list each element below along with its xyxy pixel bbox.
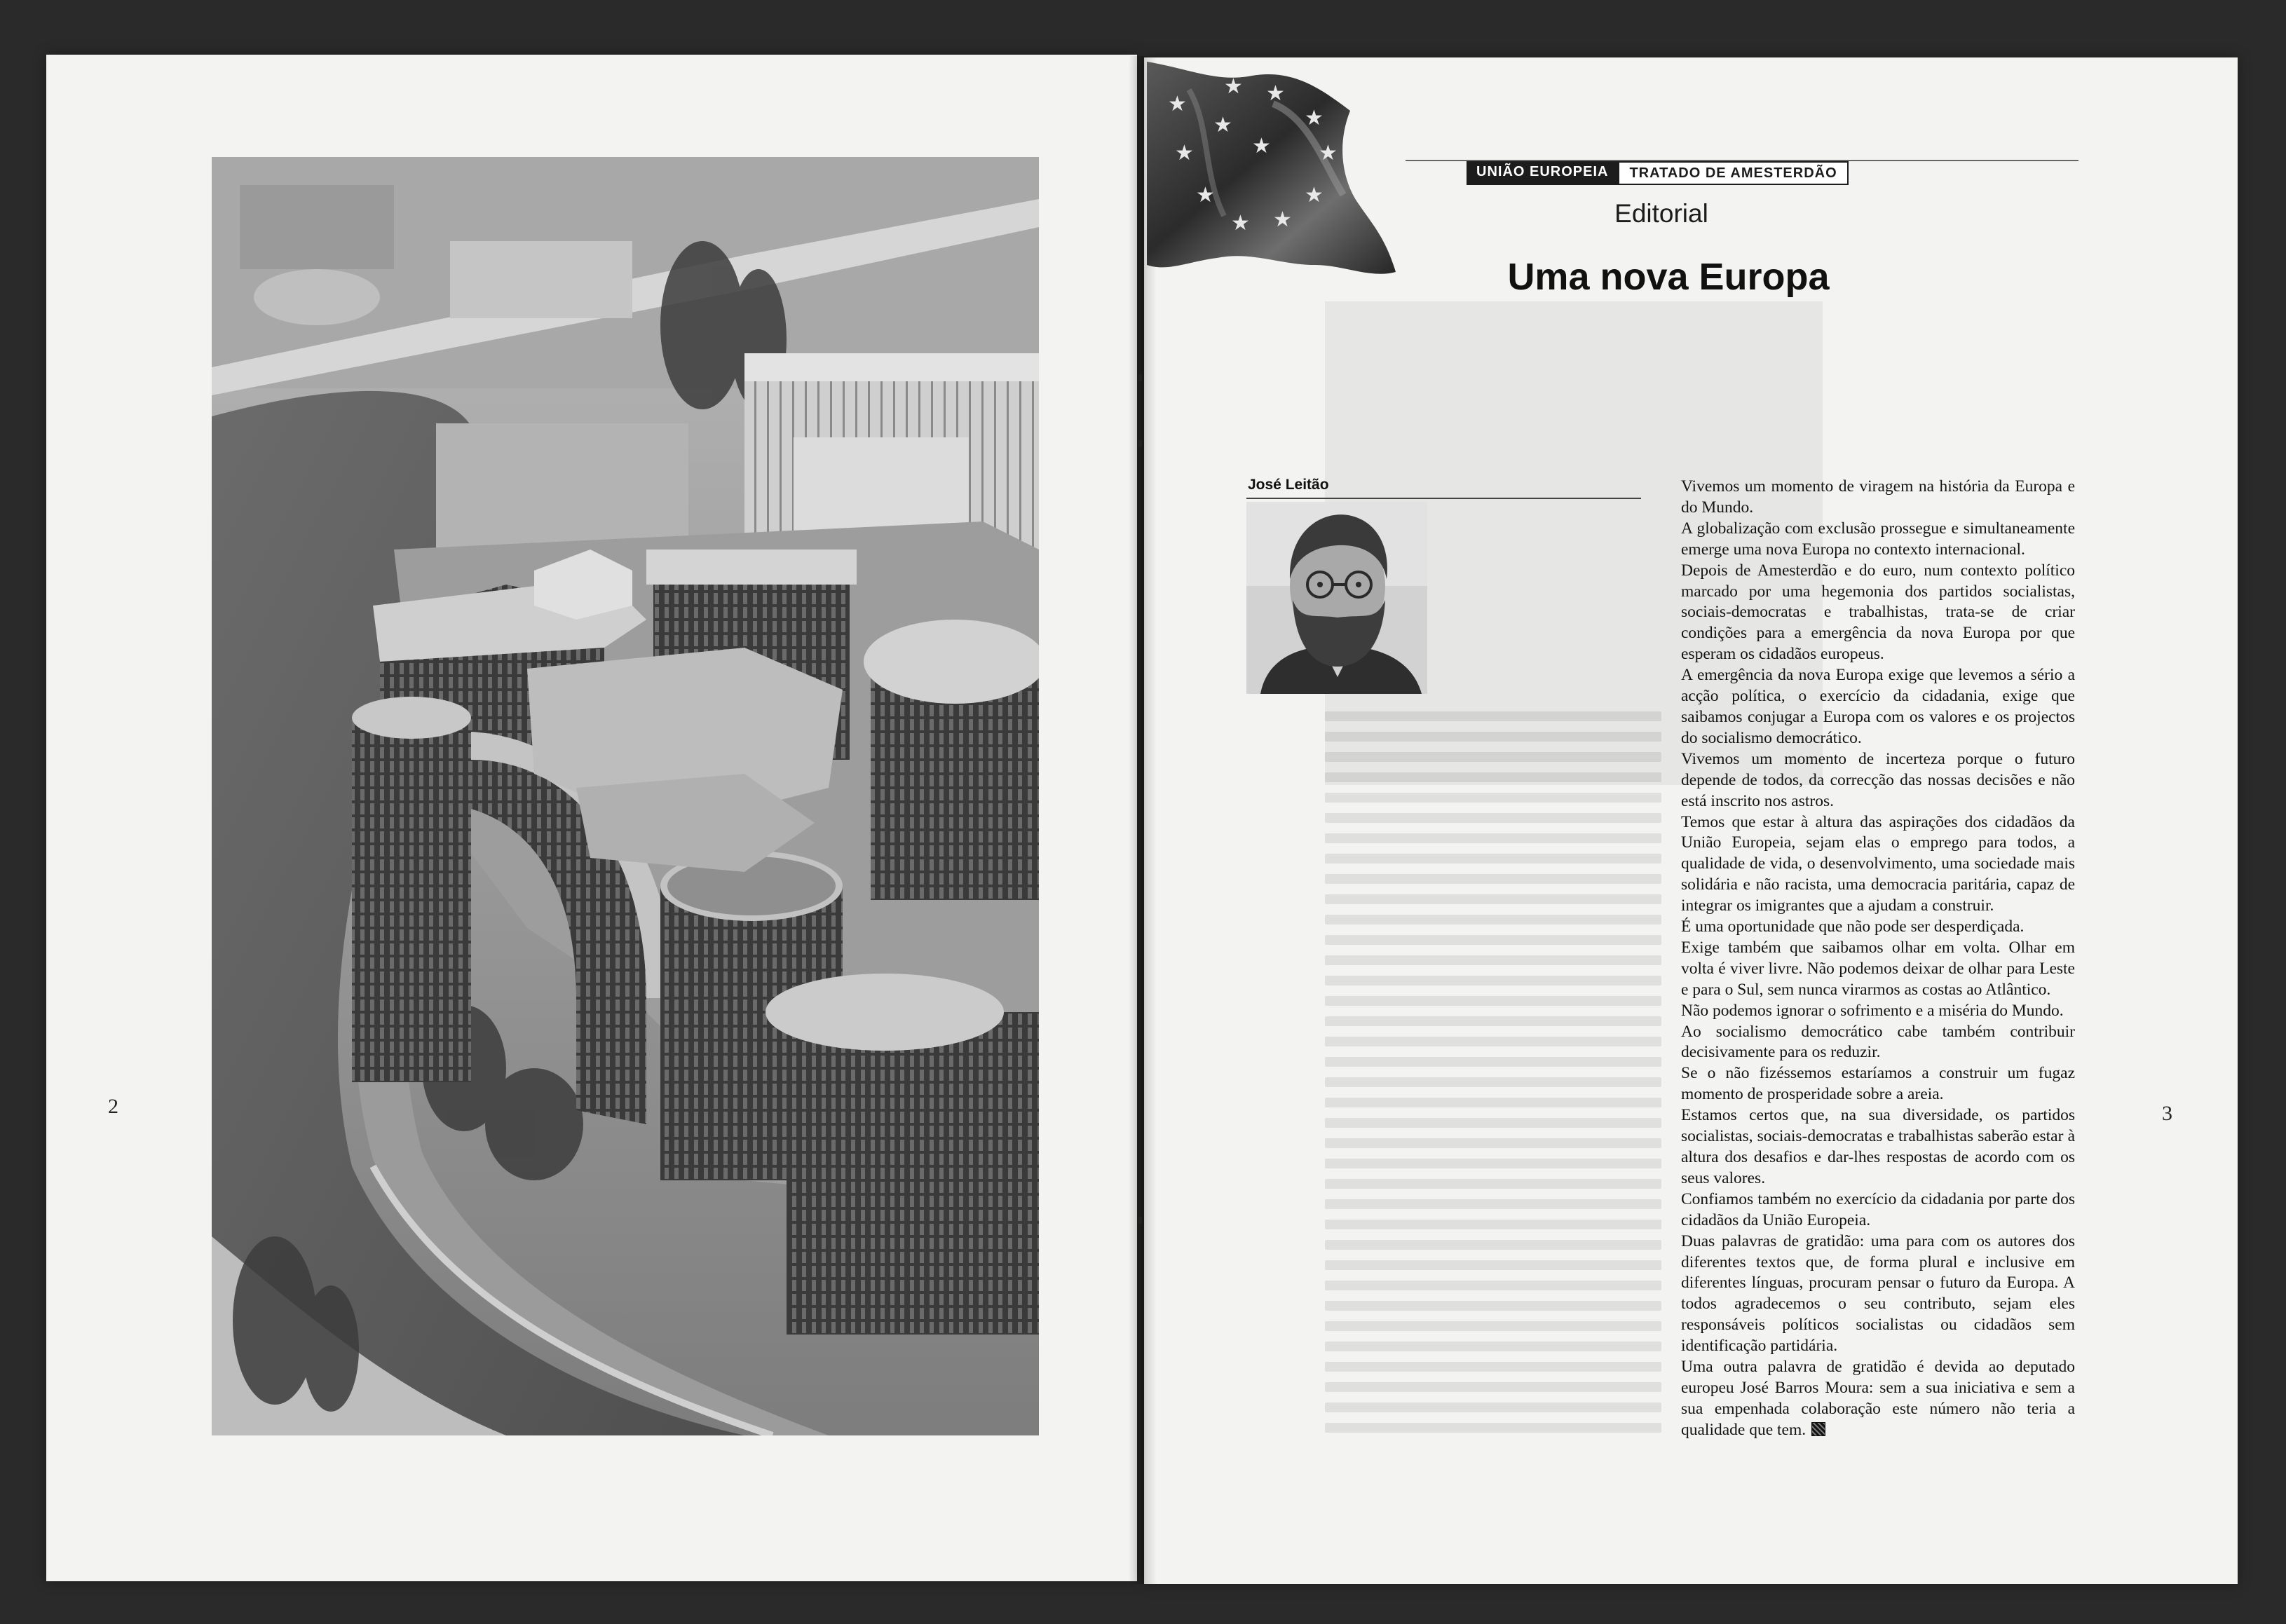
paragraph: É uma oportunidade que não pode ser desperdiçada. [1681, 917, 2025, 936]
paragraph: Depois de Amesterdão e do euro, num contexto político marcado por uma hegemonia dos partidos socialistas, sociais-democratas e trabalhistas, trata-se de criar condições para a emergência da nova Europa por que esperam os cidadãos europeus. [1681, 561, 2075, 664]
editorial-body [1681, 477, 2075, 1441]
author-portrait-icon [1246, 502, 1427, 694]
page-number-right: 3 [2162, 1102, 2172, 1125]
svg-text:★: ★ [1213, 113, 1232, 137]
paragraph: A globalização com exclusão prossegue e simultaneamente emerge uma nova Europa no contexto internacional. [1681, 519, 2075, 559]
svg-text:★: ★ [1196, 183, 1215, 207]
svg-text:★: ★ [1266, 81, 1285, 106]
svg-text:★: ★ [1305, 106, 1324, 130]
tag-tratado-amesterdao: TRATADO DE AMESTERDÃO [1618, 161, 1848, 185]
paragraph: Vivemos um momento de incerteza porque o futuro depende de todos, da correcção das nossas decisões e não está inscrito nos astros. [1681, 749, 2075, 810]
svg-text:★: ★ [1252, 134, 1271, 158]
paragraph: Uma outra palavra de gratidão é devida ao deputado europeu José Barros Moura: sem a sua iniciativa e sem a sua empenhada colaboração este número não teria a qualidade que tem. [1681, 1358, 2075, 1439]
svg-text:★: ★ [1273, 207, 1292, 232]
section-label: Editorial [1614, 199, 1708, 228]
paragraph: Vivemos um momento de viragem na história da Europa e do Mundo. [1681, 477, 2075, 517]
page-number-left: 2 [108, 1095, 118, 1118]
paragraph: Estamos certos que, na sua diversidade, os partidos socialistas, sociais-democratas e trabalhistas saberão estar à altura dos desafios e dar-lhes respostas de acordo com os seus valores. [1681, 1106, 2075, 1187]
paragraph: Não podemos ignorar o sofrimento e a miséria do Mundo. [1681, 1001, 2064, 1020]
staple [1138, 440, 1142, 447]
svg-text:★: ★ [1231, 211, 1250, 236]
author-rule [1246, 498, 1641, 499]
paragraph: Se o não fizéssemos estaríamos a construir um fugaz momento de prosperidade sobre a areia. [1681, 1064, 2075, 1104]
svg-text:★: ★ [1305, 183, 1324, 207]
svg-text:★: ★ [1319, 141, 1338, 165]
last-paragraph [1681, 1357, 2075, 1441]
author-name: José Leitão [1248, 477, 1329, 493]
paragraph: Ao socialismo democrático cabe também contribuir decisivamente para os reduzir. [1681, 1022, 2075, 1062]
article-title: Uma nova Europa [1507, 256, 1830, 298]
aerial-photo-icon [212, 157, 1039, 1435]
end-of-article-icon [1811, 1422, 1825, 1436]
tag-uniao-europeia: UNIÃO EUROPEIA [1467, 161, 1618, 185]
eu-flag-icon [1147, 62, 1399, 300]
staple [1138, 1217, 1142, 1224]
paragraph: Confiamos também no exercício da cidadania por parte dos cidadãos da União Europeia. [1681, 1189, 2075, 1229]
section-tags [1467, 161, 1849, 185]
svg-text:★: ★ [1175, 141, 1194, 165]
paragraph: Temos que estar à altura das aspirações dos cidadãos da União Europeia, sejam elas o emprego para todos, a qualidade de vida, o desenvolvimento, uma sociedade mais solidária e não racista, uma democracia paritária, capaz de integrar os imigrantes que a ajudam a construir. [1681, 812, 2075, 915]
staple [1138, 374, 1142, 381]
paragraph: Exige também que saibamos olhar em volta. Olhar em volta é viver livre. Não podemos deixar de olhar para Leste e para o Sul, sem nunca virarmos as costas ao Atlântico. [1681, 938, 2075, 999]
paragraph: Duas palavras de gratidão: uma para com os autores dos diferentes textos que, de forma plural e inclusive em diferentes línguas, procuram pensar o futuro da Europa. A todos agradecemos o seu contributo, sejam eles responsáveis políticos socialistas ou cidadãos sem identificação partidária. [1681, 1231, 2075, 1356]
svg-text:★: ★ [1168, 92, 1187, 116]
svg-text:★: ★ [1224, 74, 1243, 99]
paragraph: A emergência da nova Europa exige que levemos a sério a acção política, o exercício da cidadania, exige que saibamos conjugar a Europa com os valores e os projectos do socialismo democrático. [1681, 666, 2075, 747]
